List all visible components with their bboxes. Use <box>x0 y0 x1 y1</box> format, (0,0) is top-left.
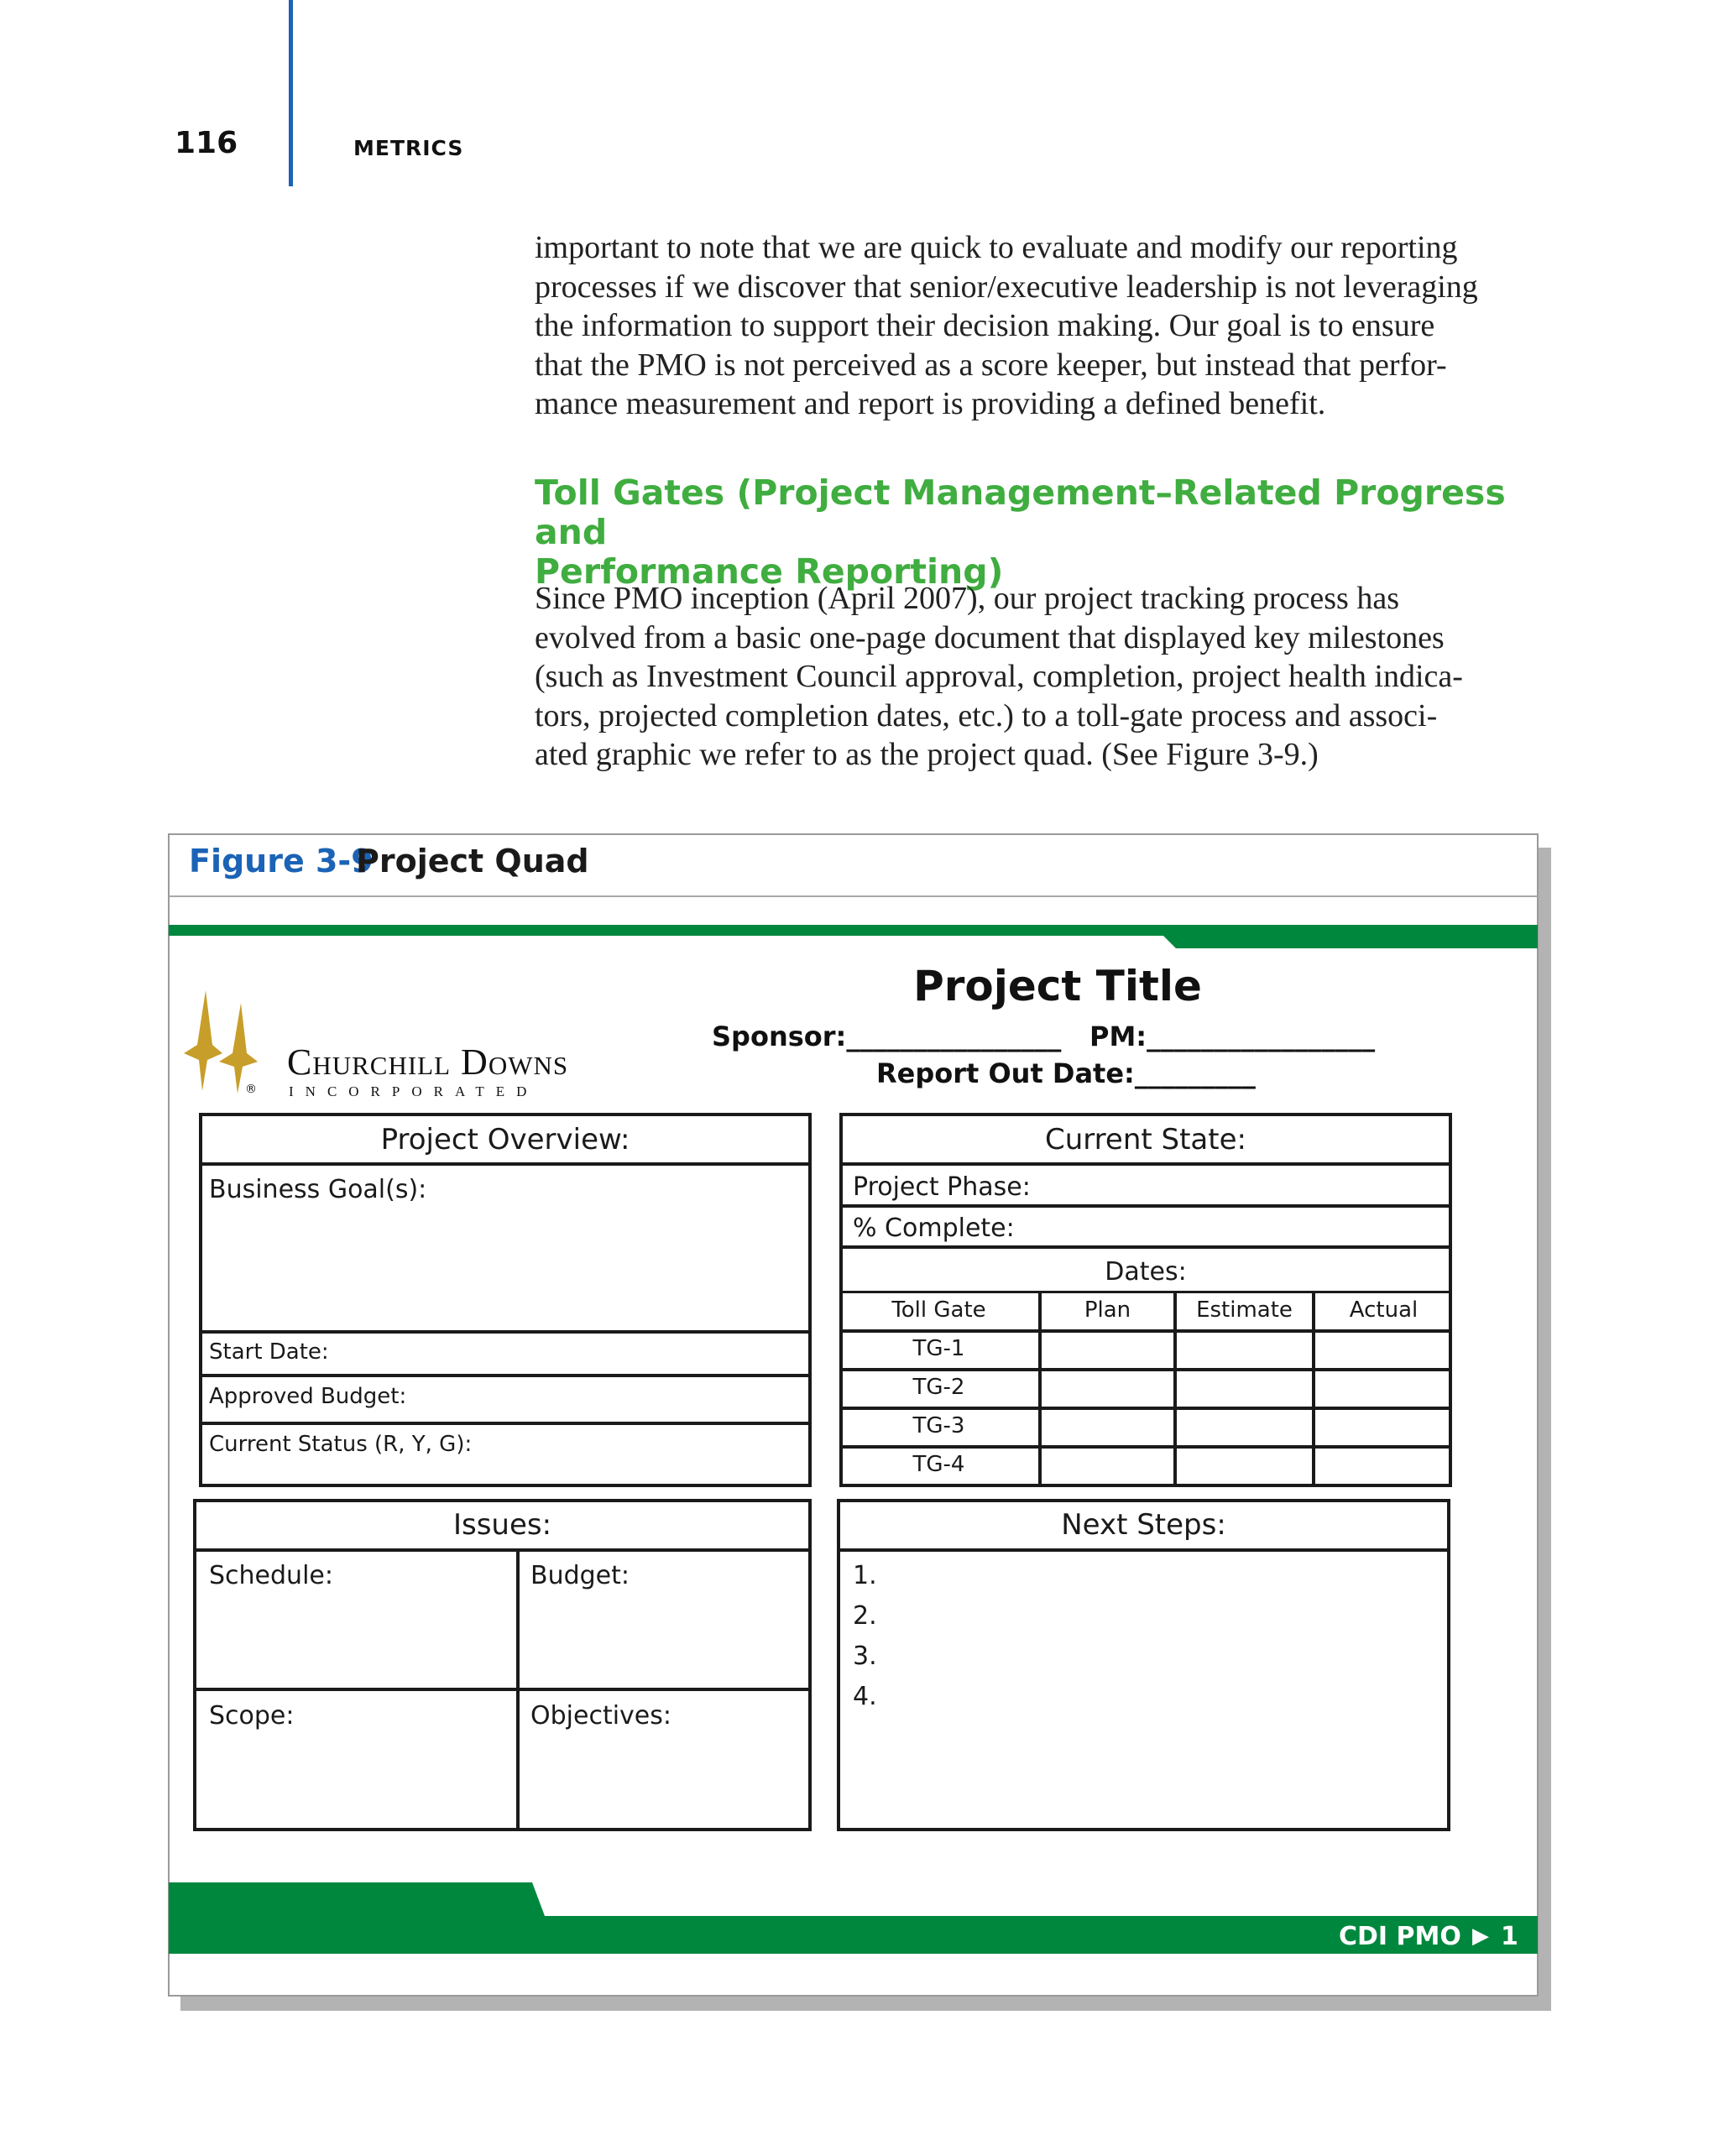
figure-title: Project Quad <box>356 843 589 880</box>
text-line: ated graphic we refer to as the project quad. (See Figure 3-9.) <box>535 737 1319 772</box>
divider <box>839 1291 1452 1293</box>
sponsor-label: Sponsor:________________ <box>712 1021 1062 1052</box>
col-header-plan: Plan <box>1084 1297 1131 1323</box>
col-header-estimate: Estimate <box>1196 1297 1293 1323</box>
next-step-item: 3. <box>853 1642 877 1671</box>
figure-number: Figure 3-9 <box>189 843 374 880</box>
section-paragraph <box>535 579 1549 775</box>
dates-label: Dates: <box>1105 1257 1187 1287</box>
divider <box>837 1548 1450 1552</box>
divider <box>839 1445 1452 1449</box>
business-goals-label: Business Goal(s): <box>209 1175 427 1204</box>
percent-complete-label: % Complete: <box>853 1214 1015 1243</box>
divider <box>193 1548 812 1552</box>
col-header-actual: Actual <box>1349 1297 1419 1323</box>
toll-gate-cell: TG-4 <box>912 1452 965 1477</box>
page-number: 116 <box>175 126 238 160</box>
logo-name: Churchill Downs <box>287 1041 569 1083</box>
text-line: the information to support their decision making. Our goal is to ensure <box>535 308 1435 343</box>
text-line: processes if we discover that senior/executive leadership is not leveraging <box>535 269 1478 305</box>
play-arrow-icon: ▶ <box>1472 1924 1489 1949</box>
current-status-label: Current Status (R, Y, G): <box>209 1432 473 1457</box>
project-phase-label: Project Phase: <box>853 1172 1031 1202</box>
current-state-header: Current State: <box>1045 1123 1246 1156</box>
footer-page-number: 1 <box>1501 1922 1518 1951</box>
report-date-label: Report Out Date:_________ <box>876 1057 1256 1089</box>
intro-paragraph <box>535 228 1549 424</box>
text-line: mance measurement and report is providing a defined benefit. <box>535 386 1326 421</box>
divider <box>839 1162 1452 1166</box>
divider <box>193 1688 812 1691</box>
next-step-item: 2. <box>853 1601 877 1631</box>
toll-gate-cell: TG-1 <box>912 1336 965 1361</box>
next-step-item: 4. <box>853 1682 877 1711</box>
toll-gate-cell: TG-3 <box>912 1413 965 1438</box>
text-line: important to note that we are quick to evaluate and modify our reporting <box>535 230 1458 265</box>
col-header-toll-gate: Toll Gate <box>891 1297 986 1323</box>
start-date-label: Start Date: <box>209 1339 329 1365</box>
bottom-green-band <box>169 1882 1538 1954</box>
divider <box>199 1330 812 1334</box>
text-line: (such as Investment Council approval, completion, project health indica- <box>535 659 1463 694</box>
heading-line: Performance Reporting) <box>535 551 1004 592</box>
next-steps-header: Next Steps: <box>1061 1508 1226 1542</box>
running-head: METRICS <box>353 136 464 160</box>
approved-budget-label: Approved Budget: <box>209 1384 407 1409</box>
schedule-label: Schedule: <box>209 1561 333 1590</box>
caption-divider <box>169 895 1538 897</box>
header-rule <box>289 0 293 186</box>
text-line: tors, projected completion dates, etc.) to a toll-gate process and associ- <box>535 697 1438 733</box>
overview-header: Project Overview: <box>380 1123 630 1156</box>
text-line: Since PMO inception (April 2007), our project tracking process has <box>535 581 1399 616</box>
footer-label: CDI PMO <box>1339 1922 1461 1951</box>
section-heading <box>535 473 1549 592</box>
registered-mark: ® <box>245 1083 257 1096</box>
project-title: Project Title <box>913 962 1202 1010</box>
text-line: evolved from a basic one-page document that displayed key milestones <box>535 619 1445 655</box>
next-step-item: 1. <box>853 1561 877 1590</box>
scope-label: Scope: <box>209 1701 295 1731</box>
divider <box>839 1368 1452 1371</box>
text-line: that the PMO is not perceived as a score keeper, but instead that perfor- <box>535 347 1447 383</box>
divider <box>839 1407 1452 1410</box>
issues-header: Issues: <box>452 1508 552 1542</box>
logo-incorporated: INCORPORATED <box>289 1083 539 1099</box>
divider <box>199 1422 812 1425</box>
budget-label: Budget: <box>530 1561 630 1590</box>
objectives-label: Objectives: <box>530 1701 671 1731</box>
pm-label: PM:_________________ <box>1089 1021 1376 1052</box>
divider <box>839 1245 1452 1249</box>
divider <box>839 1329 1452 1333</box>
toll-gate-cell: TG-2 <box>912 1375 965 1400</box>
divider <box>199 1162 812 1166</box>
divider <box>839 1204 1452 1208</box>
heading-line: Toll Gates (Project Management–Related Progress and <box>535 472 1506 552</box>
top-green-band <box>169 925 1538 948</box>
divider <box>199 1374 812 1377</box>
